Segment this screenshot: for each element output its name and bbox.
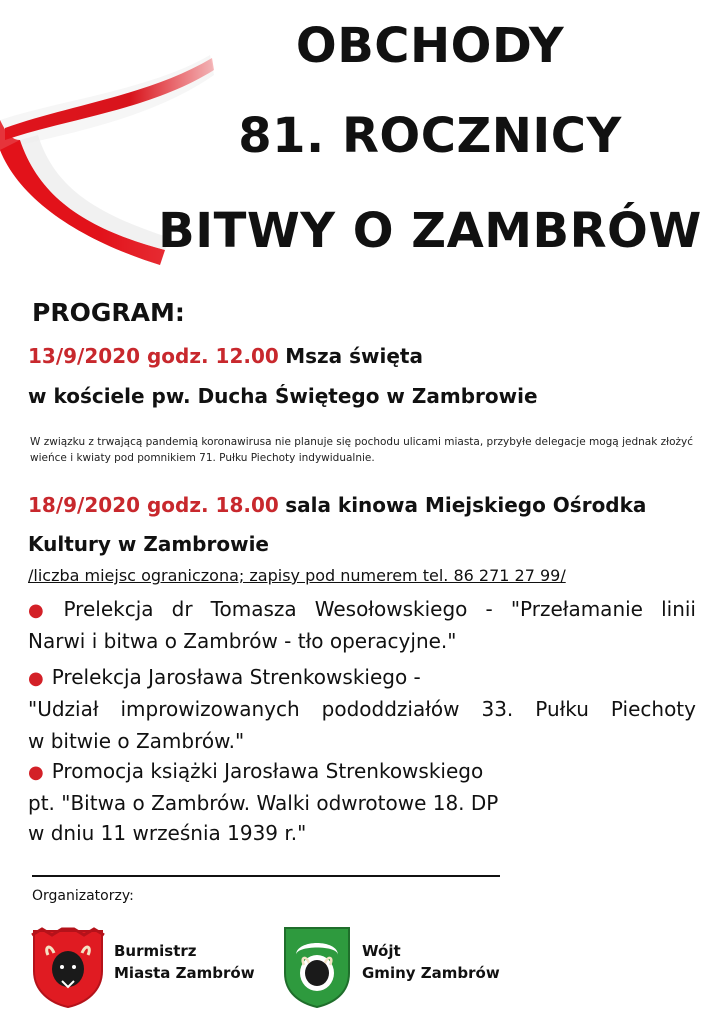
- event1-line: [28, 344, 423, 368]
- organizer-city: Burmistrz Miasta Zambrów: [114, 942, 255, 982]
- organizer-commune: Wójt Gminy Zambrów: [362, 942, 500, 982]
- separator-line: [32, 875, 500, 877]
- title-line-2: 81. ROCZNICY: [238, 108, 622, 164]
- event2-date: 18/9/2020 godz. 18.00: [28, 493, 279, 517]
- event1-place: w kościele pw. Ducha Świętego w Zambrowie: [28, 384, 538, 408]
- organizers-label: Organizatorzy:: [32, 888, 134, 904]
- list-item: ● Prelekcja dr Tomasza Wesołowskiego - "Przełamanie linii: [28, 597, 696, 621]
- bullet-icon: ●: [28, 762, 44, 783]
- list-item-cont: w bitwie o Zambrów.": [28, 729, 245, 753]
- bullet-icon: ●: [28, 600, 56, 621]
- event1-date: 13/9/2020 godz. 12.00: [28, 344, 279, 368]
- list-item: ● Promocja książki Jarosława Strenkowskiego: [28, 759, 484, 783]
- event1-title: Msza święta: [285, 344, 423, 368]
- list-item-cont: w dniu 11 września 1939 r.": [28, 821, 307, 845]
- event2-title-cont: Kultury w Zambrowie: [28, 532, 269, 556]
- zambrow-city-crest-icon: [30, 925, 106, 1009]
- title-line-1: OBCHODY: [295, 18, 565, 74]
- title-line-3: BITWY O ZAMBRÓW: [158, 203, 702, 259]
- event2-line: [28, 493, 646, 517]
- program-heading: PROGRAM:: [32, 298, 185, 327]
- event2-limit: /liczba miejsc ograniczona; zapisy pod numerem tel. 86 271 27 99/: [28, 566, 566, 585]
- list-item-cont: "Udział improwizowanych pododdziałów 33. Pułku Piechoty: [28, 697, 696, 721]
- list-item: ● Prelekcja Jarosława Strenkowskiego -: [28, 665, 421, 689]
- list-item-cont: Narwi i bitwa o Zambrów - tło operacyjne.": [28, 629, 457, 653]
- list-item-cont: pt. "Bitwa o Zambrów. Walki odwrotowe 18. DP: [28, 791, 499, 815]
- zambrow-commune-crest-icon: [282, 925, 352, 1009]
- bullet-icon: ●: [28, 668, 44, 689]
- pandemic-note: W związku z trwającą pandemią koronawirusa nie planuje się pochodu ulicami miasta, przybyłe delegacje mogą jednak złożyć wieńce i kwiaty pod pomnikiem 71. Pułku Piechoty indywidualnie.: [30, 436, 694, 464]
- event2-title: sala kinowa Miejskiego Ośrodka: [285, 493, 647, 517]
